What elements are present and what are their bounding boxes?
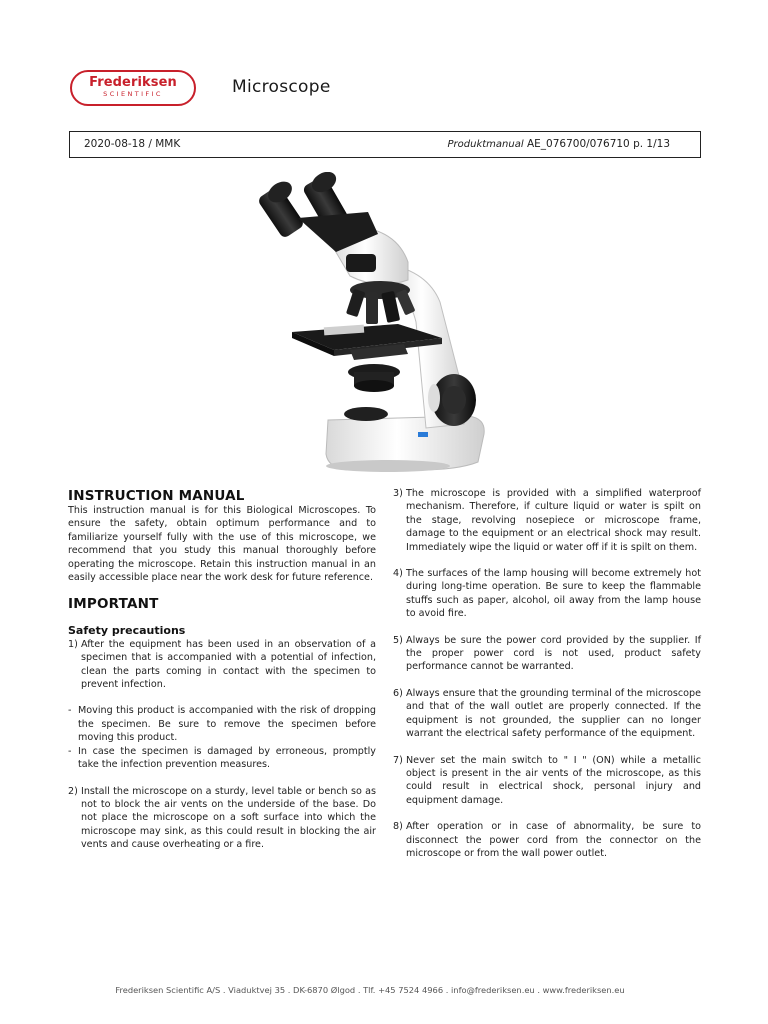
heading-safety-precautions: Safety precautions [68,624,186,638]
brand-name: Frederiksen [89,75,177,90]
list-text: Install the microscope on a sturdy, level table or bench so as not to block the air vents on the underside of the base. Do not place the microscope on a soft surface into which the microscope may sink, as this could result in blocking the air vents and cause overheating or a fire. [81,785,376,851]
list-number: 4) [393,568,403,580]
list-item [393,487,701,554]
manual-ref: AE_076700/076710 p. 1/13 [526,138,670,150]
bullet-text: Moving this product is accompanied with the risk of dropping the specimen. Be sure to remove the specimen before moving this product. [78,705,376,744]
bullet-text: In case the specimen is damaged by erroneous, promptly take the infection prevention measures. [78,745,376,771]
list-item [393,567,701,621]
list-number: 2) [68,785,78,797]
list-item [393,820,701,860]
manual-label: Produktmanual [447,139,524,150]
left-column [68,488,376,852]
brand-subtitle: SCIENTIFIC [103,90,163,98]
bullet-item [68,745,376,772]
manual-reference [448,138,670,150]
list-text: Never set the main switch to " I " (ON) while a metallic object is present in the air vents of the microscope, as this could result in electrical shock, personal injury and equipment damage. [406,754,701,806]
bullet-dash: - [68,745,72,757]
list-text: Always be sure the power cord provided by the supplier. If the proper power cord is not used, product safety performance cannot be warranted. [406,634,701,673]
list-text: After operation or in case of abnormality, be sure to disconnect the power cord from the connector on the microscope or from the wall power outlet. [406,821,701,859]
brand-logo [70,70,196,106]
heading-important: IMPORTANT [68,596,159,613]
list-number: 7) [393,754,403,766]
list-text: The microscope is provided with a simplified waterproof mechanism. Therefore, if culture liquid or water is spilt on the stage, revolving nosepiece or microscope frame, damage to the equipment or an electrical shock may result. Immediately wipe the liquid or water off if it is spilt on them. [406,488,701,553]
list-text: Always ensure that the grounding terminal of the microscope and that of the wall outlet are properly connected. If the equipment is not grounded, the supplier can no longer warrant the electrical safety performance of the equipment. [406,687,701,740]
microscope-photo [258,172,500,476]
list-number: 5) [393,634,403,646]
page-footer: Frederiksen Scientific A/S . Viaduktvej 35 . DK-6870 Ølgod . Tlf. +45 7524 4966 . info@frederiksen.eu . www.frederiksen.eu [115,985,625,995]
list-number: 8) [393,821,403,833]
list-item [393,634,701,674]
bullet-dash: - [68,705,72,717]
list-number: 3) [393,488,403,499]
list-number: 1) [68,638,78,650]
list-item [393,687,701,741]
list-item [68,638,376,692]
list-number: 6) [393,687,403,699]
list-text: The surfaces of the lamp housing will become extremely hot during long-time operation. Be sure to keep the flammable stuffs such as paper, alcohol, oil away from the lamp house to avoid fire. [406,568,701,620]
list-item [68,785,376,852]
list-item [393,754,701,808]
bullet-item [68,704,376,744]
list-text: After the equipment has been used in an observation of a specimen that is accompanied with a potential of infection, clean the parts coming in contact with the specimen to prevent infection. [81,638,376,691]
intro-paragraph: This instruction manual is for this Biological Microscopes. To ensure the safety, obtain optimum performance and to familiarize yourself fully with the use of this microscope, we recommend that you study this manual thoroughly before operating the microscope. Retain this instruction manual in an easily accessible place near the work desk for future reference. [68,505,376,584]
date-author: 2020-08-18 / MMK [84,138,181,150]
document-info-box [69,131,701,158]
document-title: Microscope [232,77,331,97]
heading-instruction-manual: INSTRUCTION MANUAL [68,488,245,504]
right-column [393,487,701,860]
